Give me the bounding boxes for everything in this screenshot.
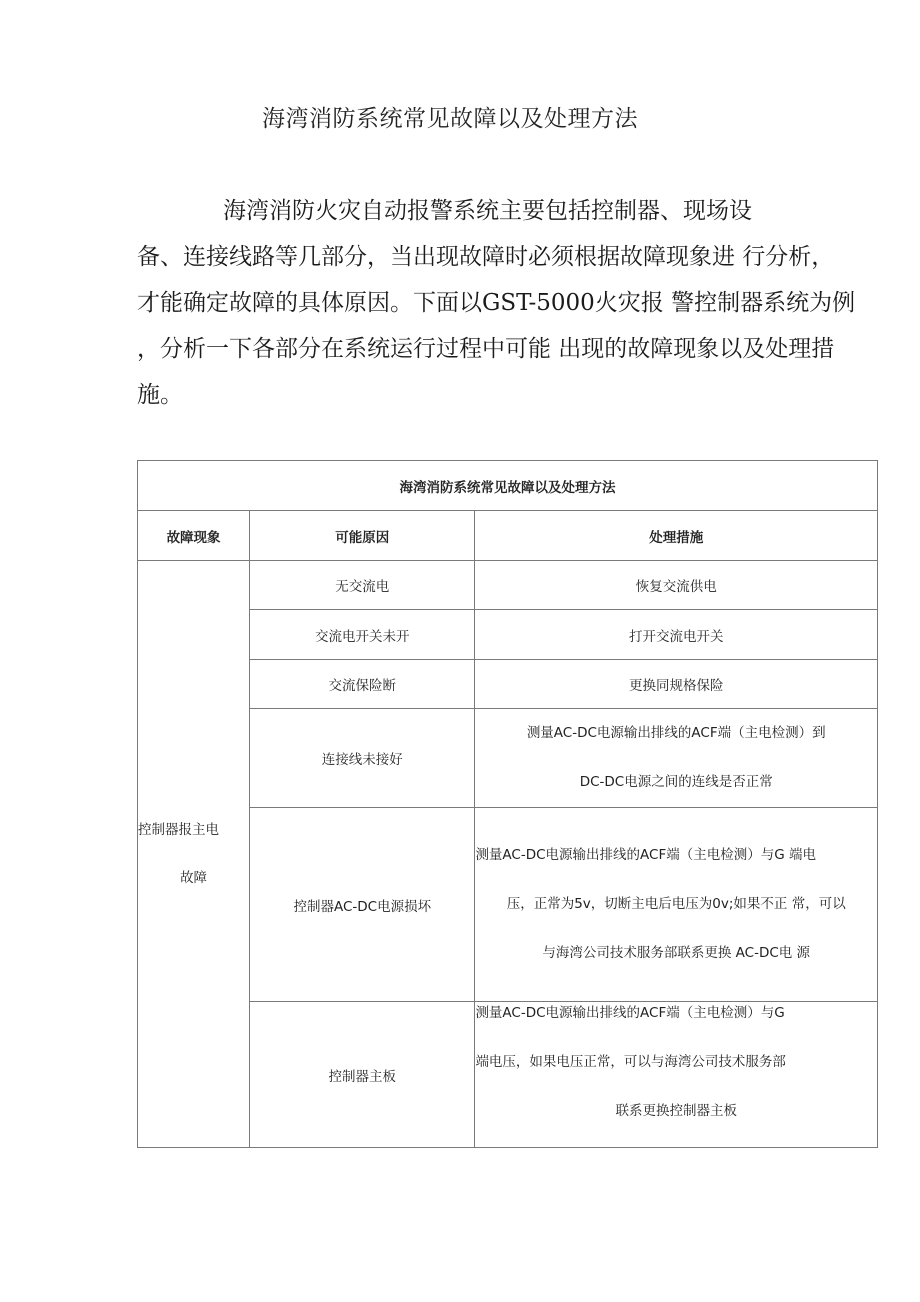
- action-line: 与海湾公司技术服务部联系更换 AC-DC电 源: [542, 945, 811, 961]
- action-line: 测量AC-DC电源输出排线的ACF端（主电检测）到: [526, 725, 826, 741]
- cause-cell: 交流保险断: [250, 660, 475, 709]
- cause-cell: 无交流电: [250, 561, 475, 610]
- header-action: 处理措施: [475, 511, 878, 561]
- action-line: 压，正常为5v，切断主电后电压为0v;如果不正 常，可以: [506, 896, 846, 912]
- symptom-cell: [138, 561, 250, 1148]
- action-cell: [475, 1002, 878, 1148]
- paragraph-line: 才能确定故障的具体原因。下面以GST-5000火灾报 警控制器系统为例: [137, 290, 856, 316]
- cause-cell: 连接线未接好: [250, 709, 475, 808]
- action-cell: [475, 808, 878, 1002]
- action-line: 端电压，如果电压正常，可以与海湾公司技术服务部: [475, 1054, 786, 1070]
- action-line: 测量AC-DC电源输出排线的ACF端（主电检测）与G 端电: [475, 847, 816, 863]
- symptom-line: 故障: [180, 870, 208, 886]
- action-cell: [475, 709, 878, 808]
- symptom-line: 控制器报主电: [138, 822, 219, 838]
- action-line: 测量AC-DC电源输出排线的ACF端（主电检测）与G: [475, 1005, 785, 1021]
- intro-paragraph: [137, 188, 882, 418]
- action-cell: 打开交流电开关: [475, 610, 878, 660]
- action-line: 联系更换控制器主板: [615, 1103, 737, 1119]
- paragraph-line: ，分析一下各部分在系统运行过程中可能 出现的故障现象以及处理措: [137, 336, 835, 362]
- action-cell: 更换同规格保险: [475, 660, 878, 709]
- action-cell: 恢复交流供电: [475, 561, 878, 610]
- document-title: 海湾消防系统常见故障以及处理方法: [262, 106, 638, 132]
- table-caption: 海湾消防系统常见故障以及处理方法: [138, 461, 878, 511]
- table-row: [138, 561, 878, 610]
- cause-cell: 控制器主板: [250, 1002, 475, 1148]
- action-line: DC-DC电源之间的连线是否正常: [579, 774, 773, 790]
- paragraph-line: 备、连接线路等几部分，当出现故障时必须根据故障现象进 行分析，: [137, 244, 835, 270]
- cause-cell: 交流电开关未开: [250, 610, 475, 660]
- header-cause: 可能原因: [250, 511, 475, 561]
- paragraph-line: 海湾消防火灾自动报警系统主要包括控制器、现场设: [223, 198, 752, 224]
- header-symptom: 故障现象: [138, 511, 250, 561]
- fault-table: [137, 460, 878, 1148]
- paragraph-line: 施。: [137, 382, 183, 408]
- cause-cell: 控制器AC-DC电源损坏: [250, 808, 475, 1002]
